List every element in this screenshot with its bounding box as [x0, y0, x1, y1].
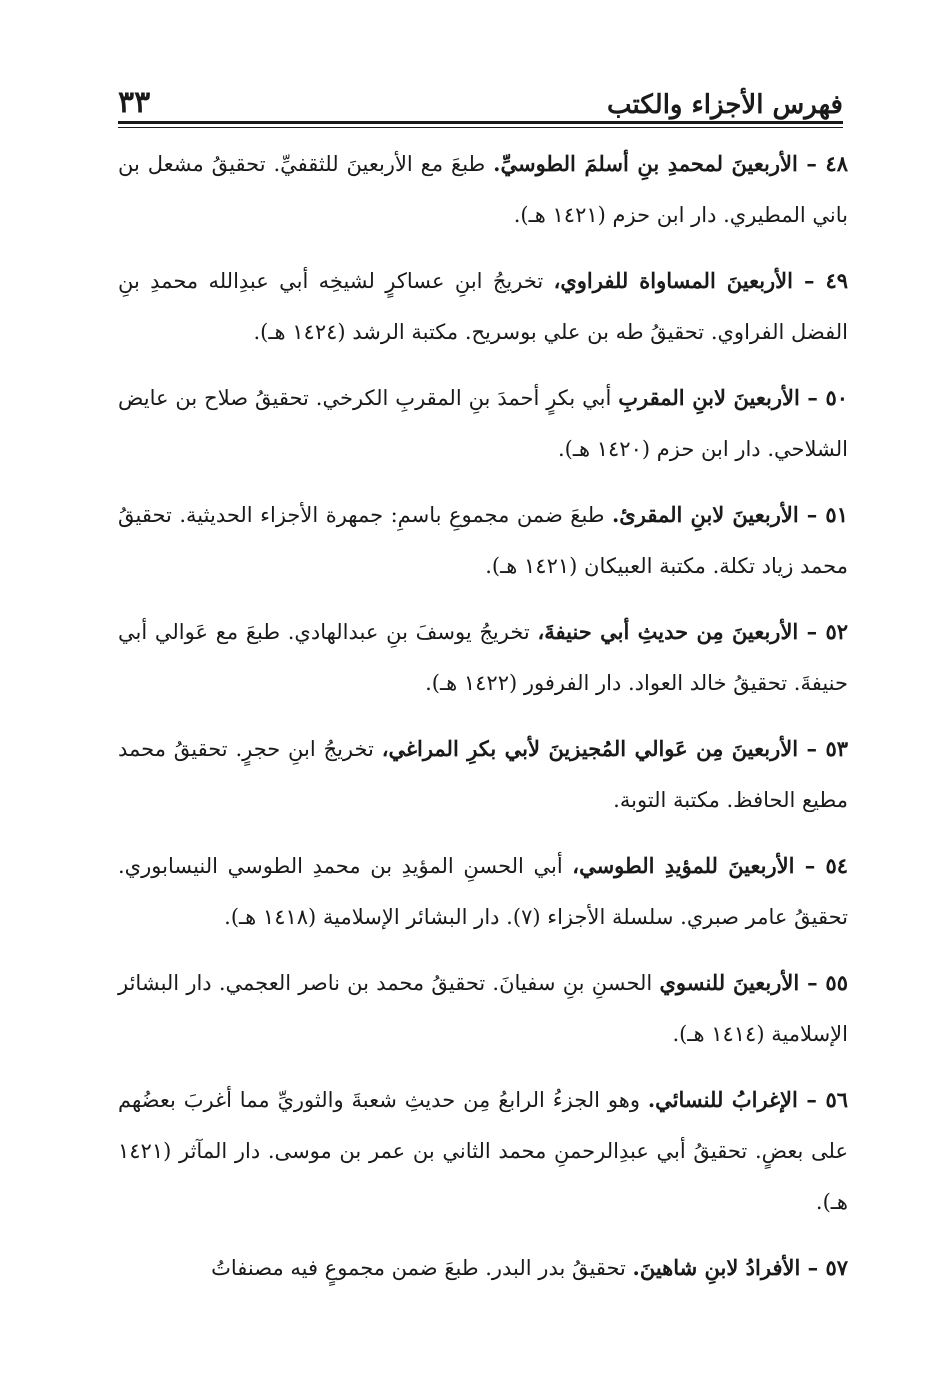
- entry-details: وهو الجزءُ الرابعُ مِن حديثِ شعبةَ والثوريِّ مما أغربَ بعضُهم على بعضٍ. تحقيقُ أبي عبدِالرحمنِ محمد الثاني بن عمر بن موسى. دار المآثر (١٤٢١ هـ).: [118, 1088, 848, 1214]
- entry-details: الحسنِ بنِ سفيانَ. تحقيقُ محمد بن ناصر العجمي. دار البشائر الإسلامية (١٤١٤ هـ).: [118, 971, 848, 1046]
- entry-details: أبي بكرٍ أحمدَ بنِ المقربِ الكرخي. تحقيقُ صلاح بن عايض الشلاحي. دار ابن حزم (١٤٢٠ هـ).: [118, 386, 848, 461]
- entry-number: ٤٨: [825, 151, 848, 176]
- entry-50: ٥٠ – الأربعينَ لابنِ المقربِ أبي بكرٍ أحمدَ بنِ المقربِ الكرخي. تحقيقُ صلاح بن عايض الشلاحي. دار ابن حزم (١٤٢٠ هـ).: [118, 385, 848, 461]
- entry-title: الإغرابُ للنسائي.: [647, 1087, 798, 1112]
- entry-title: الأربعينَ مِن عَوالي المُجيزينَ لأبي بكرِ المراغي،: [381, 736, 799, 761]
- page-number: ٣٣: [118, 85, 151, 120]
- entry-details: طبعَ مع الأربعينَ للثقفيِّ. تحقيقُ مشعل بن باني المطيري. دار ابن حزم (١٤٢١ هـ).: [118, 152, 848, 227]
- entry-57: ٥٧ – الأفرادُ لابنِ شاهينَ. تحقيقُ بدر البدر. طبعَ ضمن مجموعٍ فيه مصنفاتُ: [211, 1255, 848, 1280]
- entry-details: تحقيقُ بدر البدر. طبعَ ضمن مجموعٍ فيه مصنفاتُ: [211, 1256, 626, 1280]
- entry-52: ٥٢ – الأربعينَ مِن حديثِ أبي حنيفةَ، تخريجُ يوسفَ بنِ عبدالهادي. طبعَ مع عَوالي أبي حنيفةَ. تحقيقُ خالد العواد. دار الفرفور (١٤٢٢ هـ).: [118, 619, 848, 695]
- entry-details: تخريجُ يوسفَ بنِ عبدالهادي. طبعَ مع عَوالي أبي حنيفةَ. تحقيقُ خالد العواد. دار الفرفور (١٤٢٢ هـ).: [118, 620, 848, 695]
- entry-53: ٥٣ – الأربعينَ مِن عَوالي المُجيزينَ لأبي بكرِ المراغي، تخريجُ ابنِ حجرٍ. تحقيقُ محمد مطيع الحافظ. مكتبة التوبة.: [118, 736, 848, 812]
- entry-48: ٤٨ – الأربعينَ لمحمدِ بنِ أسلمَ الطوسيِّ. طبعَ مع الأربعينَ للثقفيِّ. تحقيقُ مشعل بن باني المطيري. دار ابن حزم (١٤٢١ هـ).: [118, 151, 848, 227]
- page-header: [118, 78, 843, 118]
- entry-51: ٥١ – الأربعينَ لابنِ المقرئ. طبعَ ضمن مجموعِ باسمِ: جمهرة الأجزاء الحديثية. تحقيقُ محمد زياد تكلة. مكتبة العبيكان (١٤٢١ هـ).: [118, 502, 848, 578]
- entry-number: ٥٢: [825, 619, 848, 644]
- entry-number: ٤٩: [825, 268, 848, 293]
- entry-details: تخريجُ ابنِ عساكرٍ لشيخِه أبي عبدِالله محمدِ بنِ الفضل الفراوي. تحقيقُ طه بن علي بوسريح. مكتبة الرشد (١٤٢٤ هـ).: [118, 269, 848, 344]
- entry-54: ٥٤ – الأربعينَ للمؤيدِ الطوسي، أبي الحسنِ المؤيدِ بن محمدِ الطوسي النيسابوري. تحقيقُ عامر صبري. سلسلة الأجزاء (٧). دار البشائر الإسلامية (١٤١٨ هـ).: [118, 853, 849, 929]
- entry-number: ٥٠: [825, 385, 848, 410]
- entry-number: ٥٤: [825, 853, 849, 878]
- entry-list: [118, 138, 848, 1308]
- entry-details: طبعَ ضمن مجموعِ باسمِ: جمهرة الأجزاء الحديثية. تحقيقُ محمد زياد تكلة. مكتبة العبيكان (١٤٢١ هـ).: [118, 503, 848, 578]
- entry-number: ٥٣: [825, 736, 848, 761]
- header-rule-thick: [118, 121, 843, 124]
- entry-56: ٥٦ – الإغرابُ للنسائي. وهو الجزءُ الرابعُ مِن حديثِ شعبةَ والثوريِّ مما أغربَ بعضُهم على بعضٍ. تحقيقُ أبي عبدِالرحمنِ محمد الثاني بن عمر بن موسى. دار المآثر (١٤٢١ هـ).: [118, 1087, 848, 1214]
- entry-details: أبي الحسنِ المؤيدِ بن محمدِ الطوسي النيسابوري. تحقيقُ عامر صبري. سلسلة الأجزاء (٧). دار البشائر الإسلامية (١٤١٨ هـ).: [118, 854, 848, 929]
- entry-title: الأربعينَ المساواة للفراوي،: [553, 268, 793, 293]
- entry-49: ٤٩ – الأربعينَ المساواة للفراوي، تخريجُ ابنِ عساكرٍ لشيخِه أبي عبدِالله محمدِ بنِ الفضل الفراوي. تحقيقُ طه بن علي بوسريح. مكتبة الرشد (١٤٢٤ هـ).: [118, 268, 848, 344]
- entry-number: ٥٧: [825, 1255, 848, 1280]
- entry-title: الأربعينَ لمحمدِ بنِ أسلمَ الطوسيِّ.: [493, 151, 798, 176]
- running-title: فهرس الأجزاء والكتب: [607, 90, 843, 120]
- entry-55: ٥٥ – الأربعينَ للنسوي الحسنِ بنِ سفيانَ. تحقيقُ محمد بن ناصر العجمي. دار البشائر الإسلامية (١٤١٤ هـ).: [118, 970, 848, 1046]
- entry-number: ٥١: [825, 502, 848, 527]
- header-rule-thin: [118, 127, 843, 128]
- entry-number: ٥٥: [825, 970, 848, 995]
- entry-title: الأربعينَ لابنِ المقرئ.: [612, 502, 799, 527]
- entry-title: الأربعينَ مِن حديثِ أبي حنيفةَ،: [537, 619, 799, 644]
- entry-details: تخريجُ ابنِ حجرٍ. تحقيقُ محمد مطيع الحافظ. مكتبة التوبة.: [118, 737, 848, 812]
- entry-title: الأربعينَ لابنِ المقربِ: [618, 385, 800, 410]
- entry-number: ٥٦: [825, 1087, 848, 1112]
- entry-title: الأربعينَ للنسوي: [659, 970, 800, 995]
- entry-title: الأربعينَ للمؤيدِ الطوسي،: [572, 853, 795, 878]
- entry-title: الأفرادُ لابنِ شاهينَ.: [632, 1255, 801, 1280]
